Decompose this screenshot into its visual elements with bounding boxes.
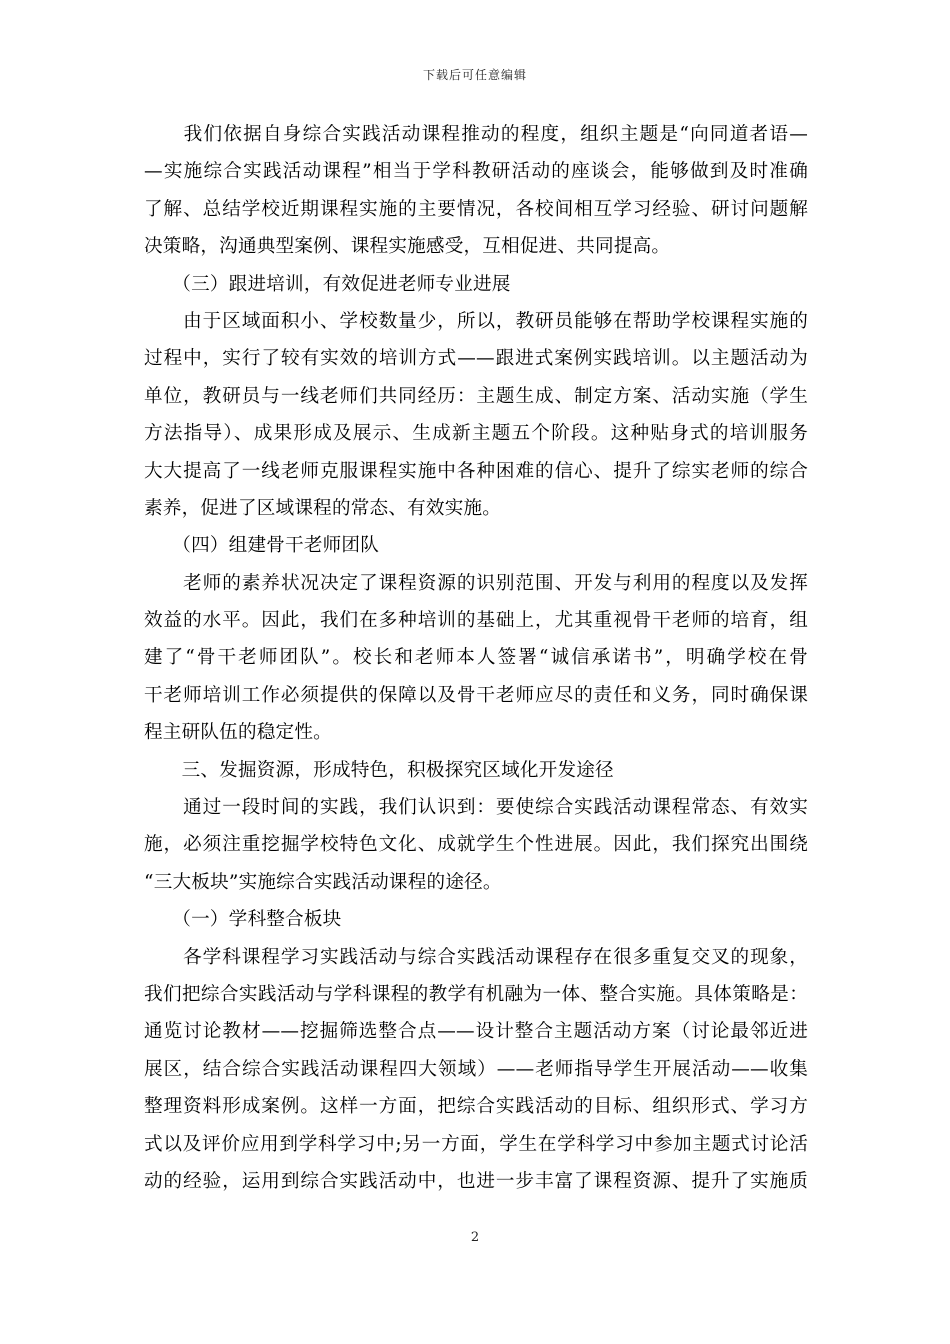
text-line: 通过一段时间的实践，我们认识到：要使综合实践活动课程常态、有效实	[144, 797, 808, 819]
text-line: 整理资料形成案例。这样一方面，把综合实践活动的目标、组织形式、学习方	[144, 1096, 808, 1118]
text-line: 了解、总结学校近期课程实施的主要情况，各校间相互学习经验、研讨问题解	[144, 198, 808, 220]
page-header: 下载后可任意编辑	[422, 68, 527, 82]
text-line: 过程中，实行了较有实效的培训方式——跟进式案例实践培训。以主题活动为	[144, 348, 808, 370]
document-body	[144, 116, 808, 1200]
text-line: 方法指导）、成果形成及展示、生成新主题五个阶段。这种贴身式的培训服务	[144, 423, 808, 445]
text-line: （一）学科整合板块	[144, 909, 342, 931]
text-line: 通览讨论教材——挖掘筛选整合点——设计整合主题活动方案（讨论最邻近进	[144, 1021, 808, 1043]
text-line: 我们把综合实践活动与学科课程的教学有机融为一体、整合实施。具体策略是：	[144, 983, 808, 1005]
text-line: 展区，结合综合实践活动课程四大领域）——老师指导学生开展活动——收集	[144, 1058, 808, 1080]
text-line: 建了“骨干老师团队”。校长和老师本人签署“诚信承诺书”，明确学校在骨	[144, 647, 808, 669]
text-line: （四）组建骨干老师团队	[144, 535, 380, 557]
text-line: 施，必须注重挖掘学校特色文化、成就学生个性进展。因此，我们探究出围绕	[144, 834, 808, 856]
text-line: 由于区域面积小、学校数量少，所以，教研员能够在帮助学校课程实施的	[144, 310, 808, 332]
text-line: 三、发掘资源，形成特色，积极探究区域化开发途径	[144, 759, 614, 781]
text-line: 老师的素养状况决定了课程资源的识别范围、开发与利用的程度以及发挥	[144, 572, 808, 594]
text-line: 我们依据自身综合实践活动课程推动的程度，组织主题是“向同道者语—	[144, 124, 808, 145]
text-line: 素养，促进了区域课程的常态、有效实施。	[144, 497, 502, 519]
text-line: “三大板块”实施综合实践活动课程的途径。	[144, 871, 502, 893]
text-line: （三）跟进培训，有效促进老师专业进展	[144, 273, 511, 295]
text-line: 各学科课程学习实践活动与综合实践活动课程存在很多重复交叉的现象，	[144, 946, 808, 968]
text-line: 动的经验，运用到综合实践活动中，也进一步丰富了课程资源、提升了实施质	[144, 1170, 808, 1192]
text-line: 式以及评价应用到学科学习中;另一方面，学生在学科学习中参加主题式讨论活	[144, 1133, 808, 1155]
text-line: 效益的水平。因此，我们在多种培训的基础上，尤其重视骨干老师的培育，组	[144, 610, 808, 632]
text-line: —实施综合实践活动课程”相当于学科教研活动的座谈会，能够做到及时准确	[144, 161, 808, 183]
text-line: 程主研队伍的稳定性。	[144, 722, 332, 744]
text-line: 决策略，沟通典型案例、课程实施感受，互相促进、共同提高。	[144, 236, 671, 258]
text-line: 干老师培训工作必须提供的保障以及骨干老师应尽的责任和义务，同时确保课	[144, 684, 808, 706]
page-number: 2	[470, 1230, 480, 1245]
text-line: 大大提高了一线老师克服课程实施中各种困难的信心、提升了综实老师的综合	[144, 460, 808, 482]
text-line: 单位，教研员与一线老师们共同经历：主题生成、制定方案、活动实施（学生	[144, 385, 808, 407]
